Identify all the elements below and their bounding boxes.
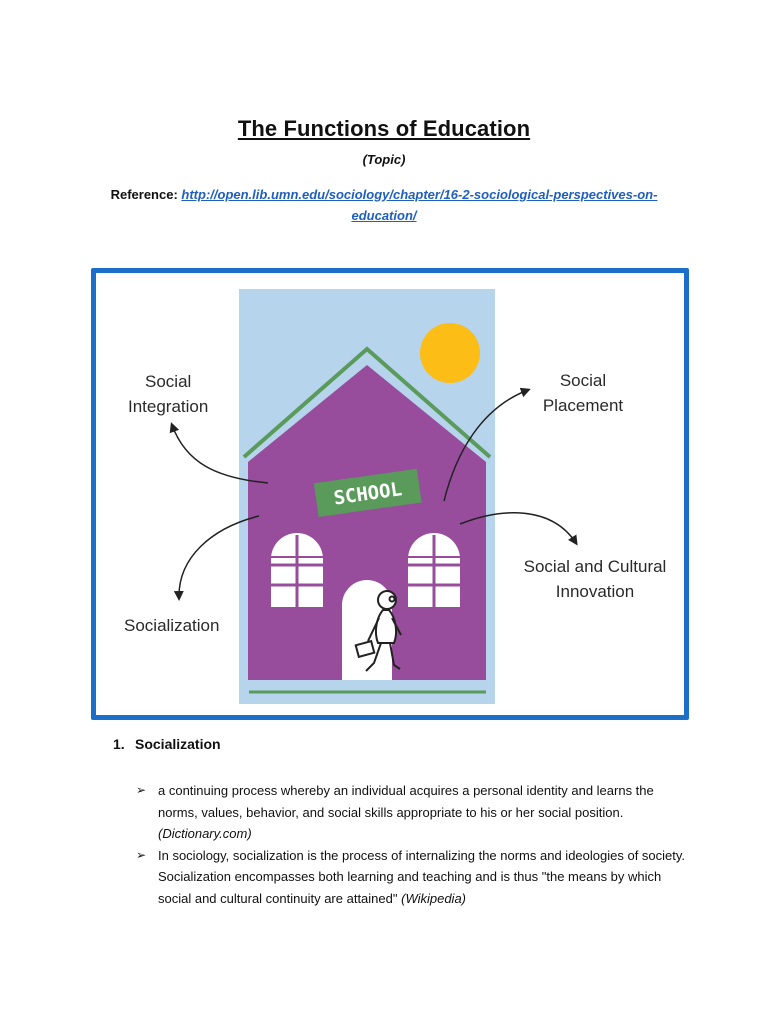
arrow-bullet-icon: ➢	[136, 847, 147, 862]
right-window	[408, 533, 460, 607]
functions-of-education-figure	[91, 268, 689, 720]
section-heading	[113, 736, 221, 752]
label-socialization: Socialization	[124, 616, 220, 635]
reference-link[interactable]: http://open.lib.umn.edu/sociology/chapter/16-2-sociological-perspectives-on-education/	[181, 187, 658, 223]
page-subtitle: (Topic)	[362, 152, 406, 167]
section-number: 1.	[113, 736, 125, 752]
bullet-text: a continuing process whereby an individual acquires a personal identity and learns the norms, values, behavior, and social skills appropriate to his or her social position.	[158, 783, 654, 820]
list-item	[136, 780, 696, 845]
label-social-placement: Social Placement	[542, 371, 624, 415]
reference-line	[90, 184, 678, 226]
bullet-source: (Dictionary.com)	[158, 826, 252, 841]
section-title: Socialization	[135, 736, 221, 752]
reference-label: Reference:	[110, 187, 178, 202]
school-sign-text: SCHOOL	[332, 478, 404, 510]
label-social-integration: Social Integration	[128, 372, 209, 416]
page-title: The Functions of Education	[237, 116, 531, 141]
left-window	[271, 533, 323, 607]
list-item	[136, 845, 696, 910]
definition-list	[136, 780, 696, 909]
bullet-text: In sociology, socialization is the process of internalizing the norms and ideologies of society. Socialization encompasses both learning and teaching and is thus "the means by which social and cultural continuity are attained"	[158, 847, 686, 906]
sun-icon	[420, 323, 480, 383]
school-illustration	[96, 273, 684, 715]
bullet-source: (Wikipedia)	[401, 890, 467, 906]
label-social-cultural-innovation: Social and Cultural Innovation	[523, 557, 667, 601]
arrow-bullet-icon: ➢	[136, 783, 147, 797]
